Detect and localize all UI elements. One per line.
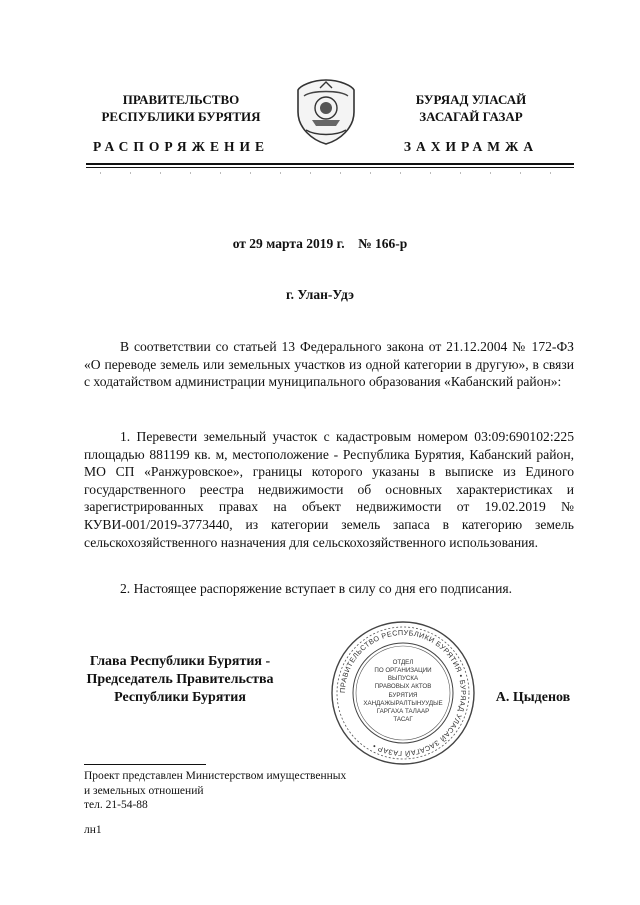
stamp-inner-line: ВЫПУСКА [387,675,419,682]
stamp-inner-line: ПРАВОВЫХ АКТОВ [374,683,432,690]
footer-line-2: и земельных отношений [84,784,204,797]
body-paragraph-1: В соответствии со статьей 13 Федерального закона от 21.12.2004 № 172-ФЗ «О переводе земель или земельных участков из одной категории в другую», в связи с ходатайством администрации муниципального образования «Кабанский район»: [84,339,574,390]
order-date-number: от 29 марта 2019 г. № 166-р [232,236,408,251]
header-left-line-2: РЕСПУБЛИКИ БУРЯТИЯ [101,109,261,124]
footer-code: лн1 [84,824,102,836]
order-title-bua: ЗАХИРАМЖА [403,139,539,154]
header-rule-thick [86,163,574,165]
header-right-line-2: ЗАСАГАЙ ГАЗАР [419,109,523,124]
signatory-position [80,653,280,707]
body-paragraph-3: 2. Настоящее распоряжение вступает в силу со дня его подписания. [120,581,513,596]
header-right-line-1: БУРЯАД УЛАСАЙ [415,92,527,107]
official-stamp-seal [330,620,476,766]
header-left [86,91,276,125]
footer-line-3: тел. 21-54-88 [84,799,148,811]
stamp-inner-line: ХАНДАЖЫРАЛТЫНУУДЫЕ [363,700,443,707]
footer-note [84,769,346,813]
header-dotted-line [100,172,560,174]
signatory-position-line-1: Глава Республики Бурятия - [89,654,271,669]
body-paragraph-2: 1. Перевести земельный участок с кадастровым номером 03:09:690102:225 площадью 881199 кв. м, местоположение - Республика Бурятия, Кабанский район, МО СП «Ранжуровское», границы которого указаны в выписке из Единого государственного реестра недвижимости об основных характеристиках и зарегистрированных правах на объект недвижимости от 19.02.2019 № КУВИ-001/2019-3773440, из категории земель запаса в категорию земель сельскохозяйственного назначения для сельскохозяйственного использования. [84,429,574,550]
order-city: г. Улан-Удэ [286,287,354,302]
footer-divider [84,764,206,765]
header-left-line-1: ПРАВИТЕЛЬСТВО [122,92,240,107]
stamp-inner-line: БУРЯТИЯ [388,692,418,699]
stamp-inner-line: ОТДЕЛ [392,659,414,666]
header-rule-thin [86,167,574,168]
stamp-inner-line: ГАРГАХА ТАЛААР [376,708,430,715]
order-title-ru: РАСПОРЯЖЕНИЕ [92,139,270,154]
coat-of-arms-emblem [290,76,362,148]
signatory-name: А. Цыденов [495,690,571,705]
signatory-position-line-3: Республики Бурятия [114,690,246,705]
stamp-ring-text: ПРАВИТЕЛЬСТВО РЕСПУБЛИКИ БУРЯТИЯ • БУРЯАД УЛАСАЙ ЗАСАГАЙ ГАЗАР • [337,627,469,759]
header-right [376,91,566,125]
stamp-inner-line: ПО ОРГАНИЗАЦИИ [374,667,432,674]
footer-line-1: Проект представлен Министерством имущественных [84,770,347,782]
stamp-inner-line: ТАСАГ [393,716,413,723]
signatory-position-line-2: Председатель Правительства [86,672,274,687]
